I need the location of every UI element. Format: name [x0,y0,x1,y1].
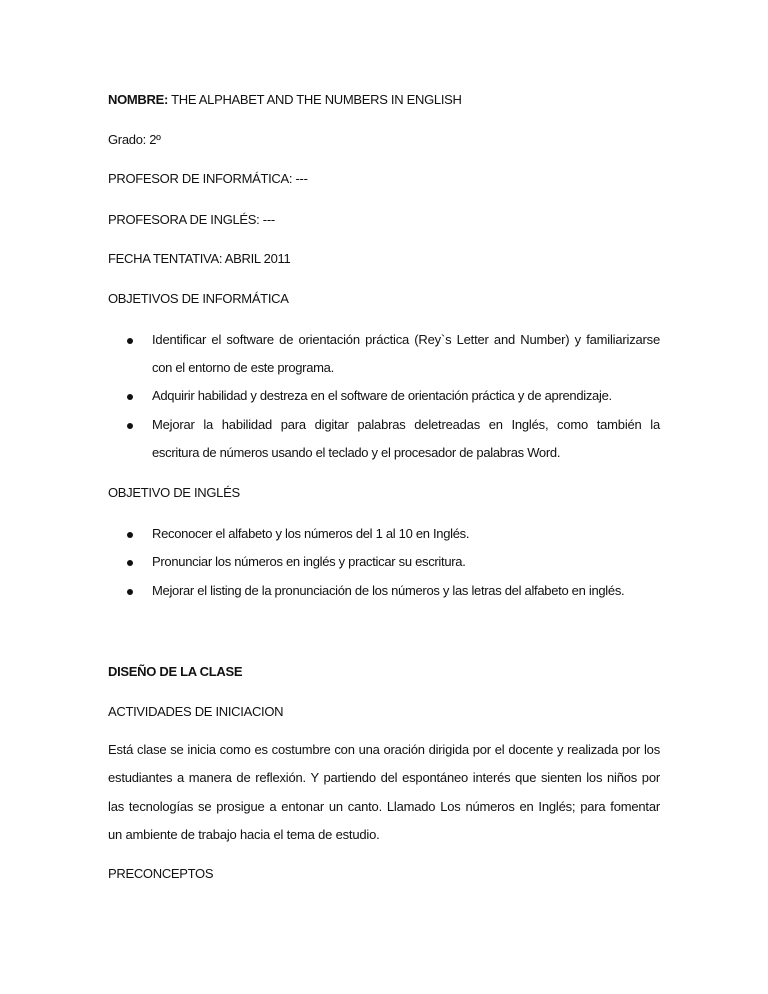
bullet-dot [127,423,133,429]
paragraph-line-1: Está clase se inicia como es costumbre con una oración dirigida por el docente y realizada por los [108,742,660,757]
bullet-dot [127,560,133,566]
bullet-dot [127,338,133,344]
objetivo-informatica-3-line1: Mejorar la habilidad para digitar palabras deletreadas en Inglés, como también la [152,417,660,432]
profesora-ingles-line: PROFESORA DE INGLÉS: --- [108,212,275,227]
nombre-label: NOMBRE: [108,92,169,107]
preconceptos-title: PRECONCEPTOS [108,866,214,881]
objetivo-ingles-title: OBJETIVO DE INGLÉS [108,485,240,500]
bullet-dot [127,589,133,595]
diseno-title: DISEÑO DE LA CLASE [108,664,243,679]
objetivos-informatica-title: OBJETIVOS DE INFORMÁTICA [108,291,289,306]
nombre-value: THE ALPHABET AND THE NUMBERS IN ENGLISH [168,92,462,107]
fecha-line: FECHA TENTATIVA: ABRIL 2011 [108,251,291,266]
objetivo-ingles-2: Pronunciar los números en inglés y practicar su escritura. [152,554,466,569]
paragraph-line-4: un ambiente de trabajo hacia el tema de estudio. [108,827,380,842]
paragraph-line-2: estudiantes a manera de reflexión. Y partiendo del espontáneo interés que sienten los niños por [108,770,660,785]
objetivo-informatica-1-line2: con el entorno de este programa. [152,360,334,375]
profesor-informatica-line: PROFESOR DE INFORMÁTICA: --- [108,171,308,186]
objetivo-ingles-1: Reconocer el alfabeto y los números del 1 al 10 en Inglés. [152,526,470,541]
actividades-title: ACTIVIDADES DE INICIACION [108,704,284,719]
objetivo-informatica-3-line2: escritura de números usando el teclado y el procesador de palabras Word. [152,445,561,460]
nombre-line [108,92,462,108]
grado-line: Grado: 2º [108,132,161,147]
bullet-dot [127,394,133,400]
objetivo-informatica-2: Adquirir habilidad y destreza en el software de orientación práctica y de aprendizaje. [152,388,612,403]
objetivo-ingles-3: Mejorar el listing de la pronunciación de los números y las letras del alfabeto en inglés. [152,583,625,598]
objetivo-informatica-1-line1: Identificar el software de orientación práctica (Rey`s Letter and Number) y familiarizarse [152,332,660,347]
bullet-dot [127,532,133,538]
paragraph-line-3: las tecnologías se prosigue a entonar un canto. Llamado Los números en Inglés; para fomentar [108,799,660,814]
